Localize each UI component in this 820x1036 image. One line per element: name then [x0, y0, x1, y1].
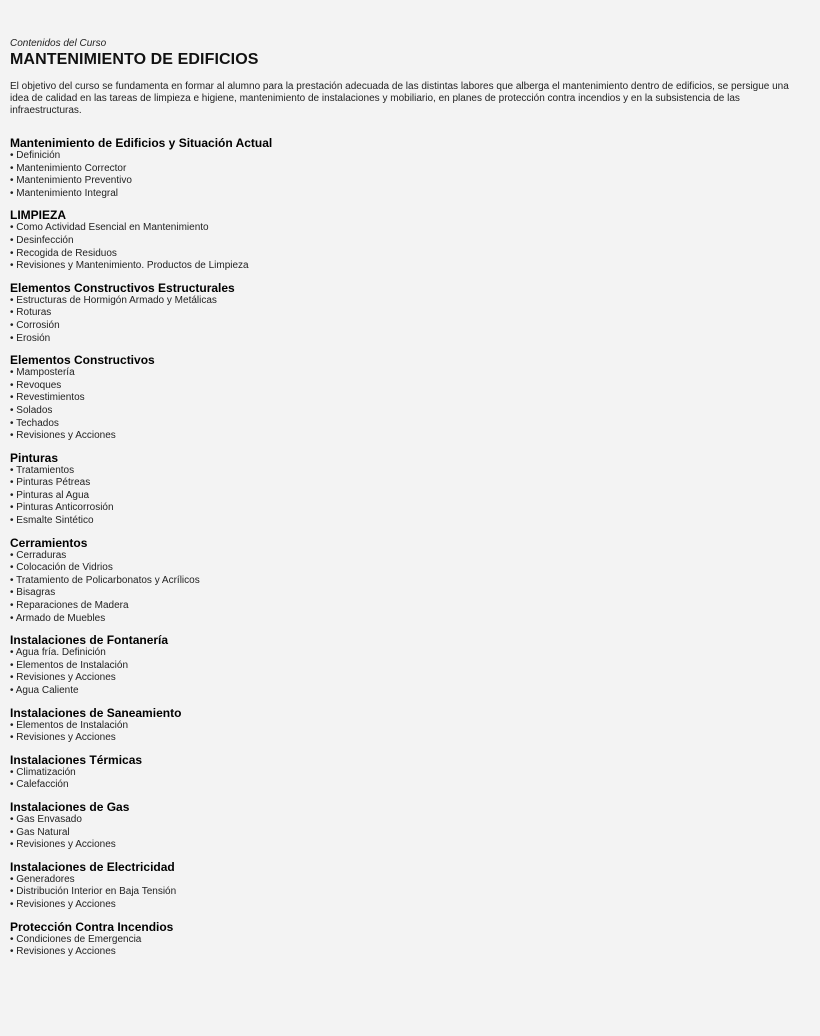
list-item: • Techados	[10, 418, 810, 431]
section	[10, 354, 810, 443]
list-item: • Elementos de Instalación	[10, 660, 810, 673]
section	[10, 754, 810, 792]
list-item: • Mantenimiento Corrector	[10, 163, 810, 176]
sections-list	[10, 137, 810, 959]
list-item: • Definición	[10, 150, 810, 163]
list-item: • Revisiones y Acciones	[10, 430, 810, 443]
list-item: • Revoques	[10, 380, 810, 393]
list-item: • Generadores	[10, 874, 810, 887]
list-item: • Revisiones y Acciones	[10, 899, 810, 912]
list-item: • Elementos de Instalación	[10, 720, 810, 733]
list-item: • Mampostería	[10, 367, 810, 380]
list-item: • Tratamientos	[10, 465, 810, 478]
section-title: Cerramientos	[10, 535, 88, 550]
section	[10, 137, 810, 200]
section-items	[10, 222, 810, 272]
section-items	[10, 295, 810, 345]
section	[10, 282, 810, 345]
list-item: • Roturas	[10, 307, 810, 320]
list-item: • Revisiones y Mantenimiento. Productos de Limpieza	[10, 260, 810, 273]
list-item: • Colocación de Vidrios	[10, 562, 810, 575]
section-items	[10, 934, 810, 959]
list-item: • Recogida de Residuos	[10, 248, 810, 261]
section-items	[10, 465, 810, 528]
section-items	[10, 367, 810, 443]
section-items	[10, 814, 810, 852]
list-item: • Agua fría. Definición	[10, 647, 810, 660]
list-item: • Pinturas Pétreas	[10, 477, 810, 490]
list-item: • Reparaciones de Madera	[10, 600, 810, 613]
list-item: • Mantenimiento Integral	[10, 188, 810, 201]
page-title: MANTENIMIENTO DE EDIFICIOS	[10, 51, 259, 68]
section-title: Pinturas	[10, 450, 59, 465]
list-item: • Condiciones de Emergencia	[10, 934, 810, 947]
list-item: • Distribución Interior en Baja Tensión	[10, 886, 810, 899]
section	[10, 801, 810, 852]
section	[10, 452, 810, 528]
list-item: • Pinturas Anticorrosión	[10, 502, 810, 515]
page-kicker: Contenidos del Curso	[10, 38, 107, 49]
list-item: • Climatización	[10, 767, 810, 780]
list-item: • Como Actividad Esencial en Mantenimiento	[10, 222, 810, 235]
list-item: • Estructuras de Hormigón Armado y Metálicas	[10, 295, 810, 308]
list-item: • Gas Natural	[10, 827, 810, 840]
list-item: • Revisiones y Acciones	[10, 732, 810, 745]
section-title: Mantenimiento de Edificios y Situación Actual	[10, 136, 273, 150]
list-item: • Calefacción	[10, 779, 810, 792]
section-title: Protección Contra Incendios	[10, 919, 174, 934]
list-item: • Revisiones y Acciones	[10, 839, 810, 852]
section-title: Elementos Constructivos Estructurales	[10, 280, 235, 295]
course-intro: El objetivo del curso se fundamenta en formar al alumno para la prestación adecuada de las distintas labores que alberga el mantenimiento dentro de edificios, se persigue una idea de calidad en las tareas de limpieza e higiene, mantenimiento de instalaciones y mobiliario, en planes de protección contra incendios y en la subsistencia de las infraestructuras.	[10, 81, 789, 116]
section-title: Instalaciones de Gas	[10, 799, 130, 814]
list-item: • Tratamiento de Policarbonatos y Acrílicos	[10, 575, 810, 588]
section-title: Instalaciones de Saneamiento	[10, 705, 182, 720]
section	[10, 209, 810, 272]
section-title: Instalaciones de Electricidad	[10, 859, 175, 874]
list-item: • Mantenimiento Preventivo	[10, 175, 810, 188]
list-item: • Gas Envasado	[10, 814, 810, 827]
list-item: • Erosión	[10, 333, 810, 346]
section-items	[10, 647, 810, 697]
list-item: • Revisiones y Acciones	[10, 672, 810, 685]
section-items	[10, 720, 810, 745]
section-title: LIMPIEZA	[10, 208, 66, 223]
list-item: • Agua Caliente	[10, 685, 810, 698]
list-item: • Armado de Muebles	[10, 613, 810, 626]
section-items	[10, 767, 810, 792]
section-items	[10, 874, 810, 912]
list-item: • Pinturas al Agua	[10, 490, 810, 503]
section-items	[10, 550, 810, 626]
list-item: • Bisagras	[10, 587, 810, 600]
section	[10, 634, 810, 697]
section-title: Instalaciones de Fontanería	[10, 633, 169, 648]
list-item: • Desinfección	[10, 235, 810, 248]
section-items	[10, 150, 810, 200]
list-item: • Cerraduras	[10, 550, 810, 563]
section	[10, 861, 810, 912]
list-item: • Revestimientos	[10, 392, 810, 405]
list-item: • Revisiones y Acciones	[10, 946, 810, 959]
section	[10, 921, 810, 959]
list-item: • Esmalte Sintético	[10, 515, 810, 528]
list-item: • Corrosión	[10, 320, 810, 333]
section-title: Elementos Constructivos	[10, 353, 155, 368]
section	[10, 537, 810, 626]
section	[10, 707, 810, 745]
section-title: Instalaciones Térmicas	[10, 752, 143, 767]
list-item: • Solados	[10, 405, 810, 418]
